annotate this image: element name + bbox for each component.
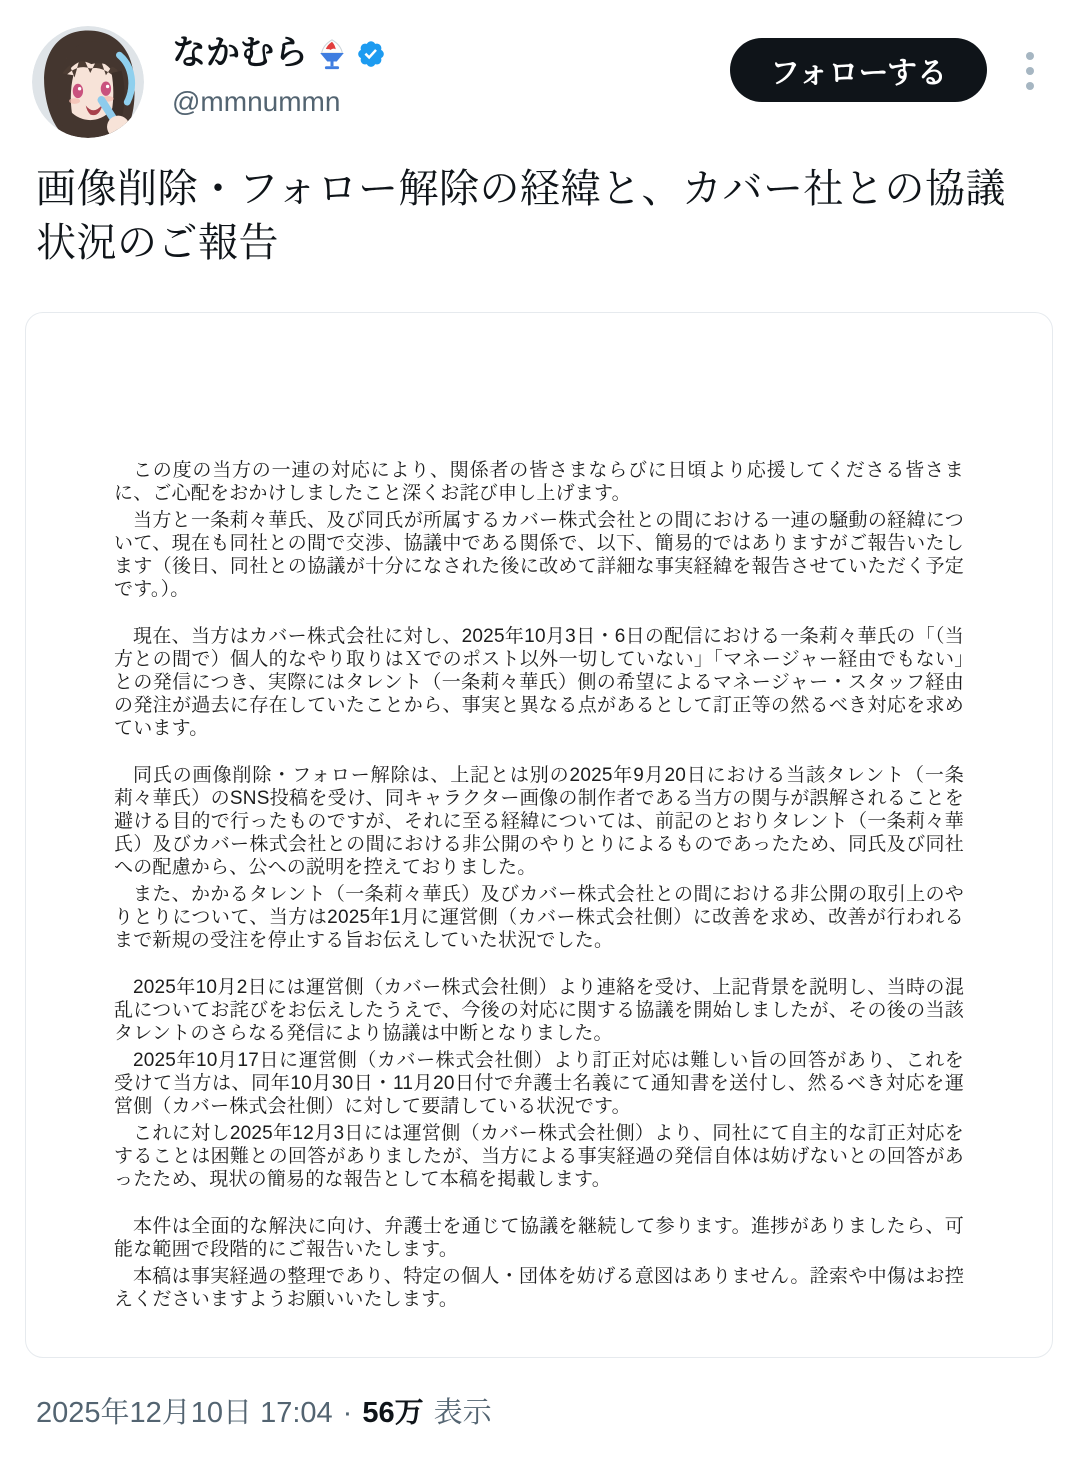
follow-button[interactable]: フォローする xyxy=(730,38,987,102)
avatar[interactable] xyxy=(32,26,144,138)
user-name-row[interactable] xyxy=(172,34,386,73)
doc-paragraph: 2025年10月2日には運営側（カバー株式会社側）より連絡を受け、上記背景を説明し、当時の混乱についてお詫びをお伝えしたうえで、今後の対応に関する協議を開始しましたが、その後の当該タレントのさらなる発信により協議は中断となりました。 xyxy=(114,977,964,1044)
doc-paragraph: また、かかるタレント（一条莉々華氏）及びカバー株式会社との間における非公開の取引上のやりとりについて、当方は2025年1月に運営側（カバー株式会社側）に改善を求め、改善が行われるまで新規の受注を停止する旨お伝えしていた状況でした。 xyxy=(114,884,964,951)
doc-paragraph: これに対し2025年12月3日には運営側（カバー株式会社側）より、同社にて自主的な訂正対応をすることは困難との回答がありましたが、当方による事実経過の発信自体は妨げないとの回答があったため、現状の簡易的な報告として本稿を掲載します。 xyxy=(114,1123,964,1190)
avatar-illustration xyxy=(32,26,144,138)
tweet-footer xyxy=(36,1390,492,1431)
doc-paragraph: 同氏の画像削除・フォロー解除は、上記とは別の2025年9月20日における当該タレント（一条莉々華氏）のSNS投稿を受け、同キャラクター画像の制作者である当方の関与が誤解されることを避ける目的で行ったものですが、それに至る経緯については、前記のとおりタレント（一条莉々華氏）及びカバー株式会社との間における非公開のやりとりによるものであったため、同氏及び同社への配慮から、公への説明を控えておりました。 xyxy=(114,765,964,878)
doc-block xyxy=(114,976,964,1191)
user-block xyxy=(172,34,386,118)
doc-block xyxy=(114,625,964,740)
doc-block xyxy=(114,459,964,601)
doc-paragraph: この度の当方の一連の対応により、関係者の皆さまならびに日頃より応援してくださる皆さまに、ご心配をおかけしましたこと深くお詫び申し上げます。 xyxy=(114,460,964,504)
attached-document-image[interactable] xyxy=(25,312,1053,1358)
views-label: 表示 xyxy=(433,1397,492,1429)
views-count: 56万 xyxy=(362,1397,424,1429)
tweet-text: 画像削除・フォロー解除の経緯と、カバー社との協議状況のご報告 xyxy=(36,167,1006,265)
shaved-ice-emoji xyxy=(315,37,349,71)
more-vertical-icon xyxy=(1025,47,1035,97)
doc-block xyxy=(114,764,964,952)
doc-paragraph: 本件は全面的な解決に向け、弁護士を通じて協議を継続して参ります。進捗がありましたら、可能な範囲で段階的にご報告いたします。 xyxy=(114,1216,964,1260)
display-name: なかむら xyxy=(172,34,308,72)
tweet-header xyxy=(0,0,1080,150)
doc-paragraph: 現在、当方はカバー株式会社に対し、2025年10月3日・6日の配信における一条莉々華氏の「（当方との間で）個人的なやり取りはＸでのポスト以外一切していない」「マネージャー経由でもない」との発信につき、実際にはタレント（一条莉々華氏）側の希望によるマネージャー・スタッフ経由の発注が過去に存在していたことから、事実と異なる点があるとして訂正等の然るべき対応を求めています。 xyxy=(114,626,964,739)
more-menu-button[interactable] xyxy=(1020,48,1040,96)
timestamp[interactable]: 2025年12月10日 17:04 xyxy=(36,1397,333,1429)
separator-dot: · xyxy=(342,1397,353,1429)
doc-paragraph: 本稿は事実経過の整理であり、特定の個人・団体を妨げる意図はありません。詮索や中傷はお控えくださいますようお願いいたします。 xyxy=(114,1266,964,1310)
doc-block xyxy=(114,1215,964,1311)
doc-paragraph: 2025年10月17日に運営側（カバー株式会社側）より訂正対応は難しい旨の回答があり、これを受けて当方は、同年10月30日・11月20日付で弁護士名義にて通知書を送付し、然るべき対応を運営側（カバー株式会社側）に対して要請している状況です。 xyxy=(114,1050,964,1117)
user-handle[interactable]: @mmnummn xyxy=(172,86,341,118)
doc-paragraph: 当方と一条莉々華氏、及び同氏が所属するカバー株式会社との間における一連の騒動の経緯について、現在も同社との間で交渉、協議中である関係で、以下、簡易的ではありますがご報告いたします（後日、同社との協議が十分になされた後に改めて詳細な事実経緯を報告させていただく予定です。）。 xyxy=(114,510,964,600)
verified-badge-icon xyxy=(356,39,386,69)
